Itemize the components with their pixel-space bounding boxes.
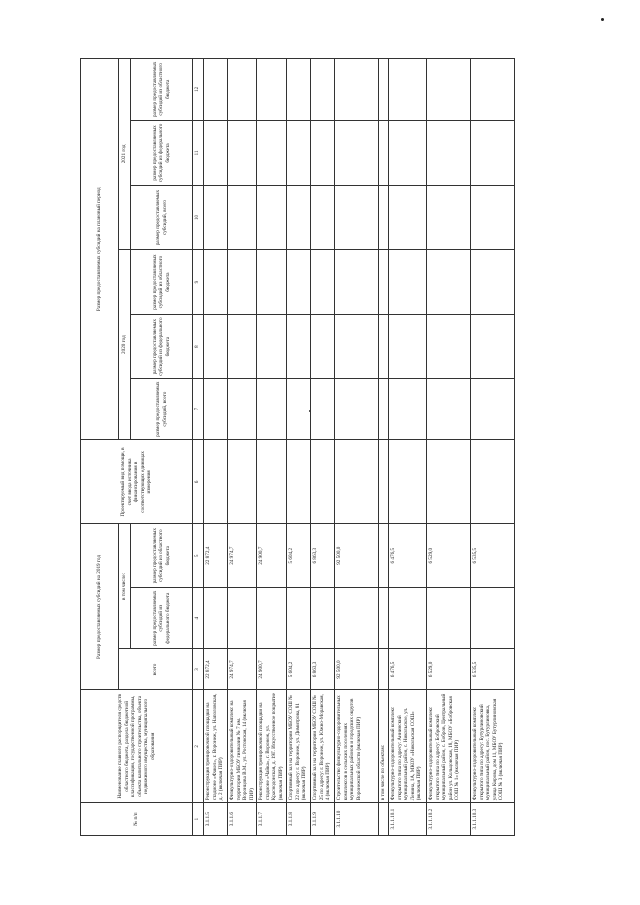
header-total-2019: всего [119,649,193,690]
row-reg [379,524,389,588]
header-in-that: в том числе: [119,524,131,649]
col-index: 6 [193,440,204,524]
col-index: 1 [193,803,204,836]
header-year-2021: 2021 год [119,59,131,250]
rotated-page [80,58,564,836]
row-total: 24 900,7 [257,649,287,690]
row-fed [228,588,257,649]
col-index: 4 [193,588,204,649]
col-index: 12 [193,59,204,121]
row-fed [335,588,379,649]
row-name: в том числе по объектам: [379,690,389,803]
col-index: 5 [193,524,204,588]
row-reg: 22 872,4 [204,524,228,588]
table-row [335,59,379,836]
row-reg: 92 500,0 [335,524,379,588]
row-reg: 5 604,2 [287,524,311,588]
row-name: Физкультурно-оздоровительный комплекс на территории МБОУ гимназии № 7 им. Воронцова В.М., ул. Ростовская, 14 (включая ПИР) [228,690,257,803]
row-name: Физкультурно-оздоровительный комплекс открытого типа по адресу: Аннинский муниципальный район, с. Никольское, ул. Ленина, 1А, МКОУ «Никольская СОШ» (включая ПИР) [389,690,427,803]
row-name: Физкультурно-оздоровительный комплекс открытого типа по адресу: Бутурлиновский муниципальный район, пос. Бутурлиновка, улица Кирова, дом 11, МБОУ Бутурлиновская СОШ № 3 (включая ПИР) [471,690,515,803]
row-reg: 6 529,0 [427,524,471,588]
header-year-2020: 2020 год [119,249,131,440]
row-reg: 6 535,5 [471,524,515,588]
row-number: 3.1.1.5 [204,803,228,836]
header-fed-2020: размер предоставляемых субсидий из федерального бюджета [131,315,193,379]
header-total-2021: размер предоставляемых субсидий, всего [131,186,193,250]
header-project: Проектируемый вид помощи, в счет ввода источника финансирования в соответствующих единицах измерения [81,440,193,524]
header-reg-2019: размер предоставляемых субсидий из областного бюджета [131,524,193,588]
row-fed [311,588,335,649]
table-row [311,59,335,836]
col-index: 7 [193,378,204,439]
row-number: 3.1.1.10.1 [389,803,427,836]
table-row [427,59,471,836]
row-name: Спортивный зал на территории МБОУ СОШ № 22 по адресу: г. Воронеж, ул. Димитрова, 81 (включая ПИР) [287,690,311,803]
row-reg: 24 974,7 [228,524,257,588]
row-name: Реконструкция тренировочной площадки на стадионе «Факел», г. Воронеж, ул. Наполовская, д. 2 (включая ПИР) [204,690,228,803]
row-total: 92 500,0 [335,649,379,690]
header-total-2020: размер предоставляемых субсидий, всего [131,378,193,439]
row-name: Строительство физкультурно-оздоровительных комплексов в сельских поселениях муниципальных районов и городских округов Воронежской области (включая ПИР) [335,690,379,803]
row-name: Реконструкция тренировочной площадки на стадионе «Чайка», г. Воронеж, ул. Краснодонская, д. 19Г. Искусственное покрытие (включая ПИР) [257,690,287,803]
row-total [379,649,389,690]
row-total: 22 872,4 [204,649,228,690]
table-row [379,59,389,836]
row-number: 3.1.1.9 [311,803,335,836]
col-index: 2 [193,690,204,803]
row-number: 3.1.1.7 [257,803,287,836]
table-row [228,59,257,836]
row-fed [379,588,389,649]
header-plan: Размер предоставляемых субсидий на плановый период [81,59,119,440]
row-number: 3.1.1.10.2 [427,803,471,836]
row-fed [389,588,427,649]
header-no: № п/п [81,803,193,836]
row-fed [257,588,287,649]
row-number: 3.1.1.10.3 [471,803,515,836]
col-index: 9 [193,249,204,315]
header-fed-2019: размер предоставляемых субсидий из федерального бюджета [131,588,193,649]
table-row [287,59,311,836]
row-reg: 6 863,3 [311,524,335,588]
header-fed-2021: размер предоставляемых субсидий из федерального бюджета [131,120,193,186]
row-total: 24 974,7 [228,649,257,690]
row-number: 3.1.1.10 [335,803,379,836]
header-reg-2021: размер предоставляемых субсидий из областного бюджета [131,59,193,121]
col-index: 3 [193,649,204,690]
table-row [257,59,287,836]
row-reg: 24 900,7 [257,524,287,588]
row-name: Спортивный зал на территории МБОУ СОШ № 25 по адресу: г. Воронеж, ул. Южно-Моравская, 4 (включая ПИР) [311,690,335,803]
header-2019: Размер предоставляемых субсидий на 2019 год [81,524,119,690]
col-index: 10 [193,186,204,250]
row-number [379,803,389,836]
row-total: 6 476,5 [389,649,427,690]
row-number: 3.1.1.8 [287,803,311,836]
row-number: 3.1.1.6 [228,803,257,836]
row-total: 6 529,0 [427,649,471,690]
col-index: 8 [193,315,204,379]
scan-speck-top-right [601,18,604,21]
row-total: 6 863,3 [311,649,335,690]
row-fed [287,588,311,649]
row-total: 5 604,2 [287,649,311,690]
row-fed [427,588,471,649]
column-index-row [193,59,204,836]
table-row [471,59,515,836]
table-row [204,59,228,836]
row-fed [204,588,228,649]
row-reg: 6 476,5 [389,524,427,588]
row-total: 6 535,5 [471,649,515,690]
row-name: Физкультурно-оздоровительный комплекс открытого типа по адресу: Бобровский муниципальный район, с. Бобров, Центральный район ул. Кольцовская, 18, МБОУ «Бобровская СОШ № 1» (включая ПИР) [427,690,471,803]
row-fed [471,588,515,649]
header-name: Наименование главного распорядителя средств областного бюджета, раздела бюджетной классификации, государственной программы, объекта капитального строительства, объекта недвижимого имущества, муниципального образования [81,690,193,803]
col-index: 11 [193,120,204,186]
subsidy-table [80,58,515,836]
table-row [389,59,427,836]
header-reg-2020: размер предоставляемых субсидий из областного бюджета [131,249,193,315]
